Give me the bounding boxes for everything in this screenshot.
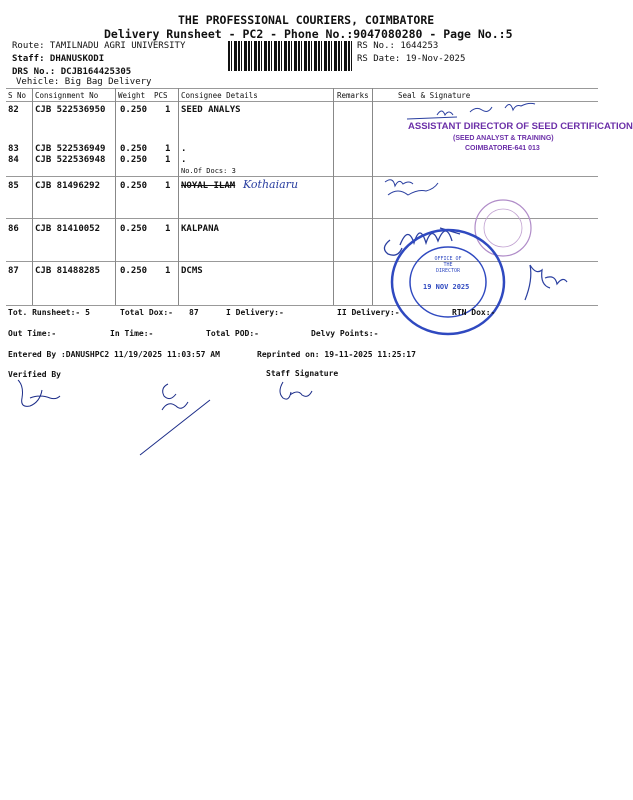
seal-text-title: ASSISTANT DIRECTOR OF SEED CERTIFICATION [408, 121, 633, 132]
col-sno: S No [8, 91, 27, 100]
weight: 0.250 [120, 105, 148, 115]
rs-date: RS Date: 19-Nov-2025 [357, 54, 466, 64]
total-dox-label: Total Dox:- [120, 308, 173, 317]
consignment-no: CJB 81496292 [35, 181, 101, 191]
delvy-points: Delvy Points:- [311, 329, 379, 338]
pcs: 1 [165, 155, 171, 165]
seal-text-sub: (SEED ANALYST & TRAINING) [453, 135, 554, 142]
vehicle: Vehicle: Big Bag Delivery [16, 77, 152, 87]
col-seal: Seal & Signature [398, 91, 471, 100]
tot-runsheet: Tot. Runsheet:- 5 [8, 308, 90, 317]
weight: 0.250 [120, 266, 148, 276]
pcs: 1 [165, 144, 171, 154]
pcs: 1 [165, 224, 171, 234]
reprinted-on: Reprinted on: 19-11-2025 11:25:17 [257, 350, 416, 359]
consignment-no: CJB 522536950 [35, 105, 106, 115]
company-name: THE PROFESSIONAL COURIERS, COIMBATORE [178, 13, 435, 27]
signature-row85 [385, 180, 438, 195]
sno: 87 [8, 266, 19, 276]
consignee: SEED ANALYS [181, 105, 241, 115]
docs-count: No.Of Docs: 3 [181, 167, 236, 175]
consignee: . [181, 144, 187, 154]
col-remarks: Remarks [337, 91, 369, 100]
pcs: 1 [165, 266, 171, 276]
ii-delivery: II Delivery:- [337, 308, 400, 317]
handwritten-note: Kothaiaru [243, 178, 299, 191]
sno: 85 [8, 181, 19, 191]
verifier-signatures [18, 380, 312, 455]
drs-number: DRS No.: DCJB164425305 [12, 67, 132, 77]
consignment-no: CJB 522536948 [35, 155, 106, 165]
weight: 0.250 [120, 155, 148, 165]
weight: 0.250 [120, 144, 148, 154]
weight: 0.250 [120, 181, 148, 191]
consignee: KALPANA [181, 224, 219, 234]
consignee: . [181, 155, 187, 165]
round-stamp-center: OFFICE OF THE DIRECTOR [434, 256, 462, 274]
col-consignee: Consignee Details [181, 91, 258, 100]
col-pcs: PCS [154, 91, 168, 100]
sno: 86 [8, 224, 19, 234]
signature-row87 [525, 265, 567, 300]
signature-row82 [407, 103, 535, 119]
consignment-no: CJB 522536949 [35, 144, 106, 154]
consignment-no: CJB 81488285 [35, 266, 101, 276]
entered-by: Entered By :DANUSHPC2 11/19/2025 11:03:57 AM [8, 350, 220, 359]
consignment-no: CJB 81410052 [35, 224, 101, 234]
sno: 82 [8, 105, 19, 115]
total-dox-value: 87 [189, 308, 199, 317]
round-stamp-purple [475, 200, 531, 256]
sno: 83 [8, 144, 19, 154]
col-weight: Weight [118, 91, 146, 100]
seal-text-city: COIMBATORE-641 013 [465, 145, 540, 152]
sno: 84 [8, 155, 19, 165]
round-stamp-blue [392, 230, 504, 334]
out-time: Out Time:- [8, 329, 57, 338]
staff-signature: Staff Signature [266, 369, 339, 378]
in-time: In Time:- [110, 329, 154, 338]
signature-row86 [384, 228, 460, 255]
i-delivery: I Delivery:- [226, 308, 284, 317]
staff: Staff: DHANUSKODI [12, 54, 105, 64]
col-consignment: Consignment No [35, 91, 99, 100]
consignee: NOYAL ILAM [181, 181, 236, 191]
verified-by: Verified By [8, 370, 61, 379]
rtn-dox: RTN Dox:- [452, 308, 496, 317]
total-pod: Total POD:- [206, 329, 259, 338]
rs-number: RS No.: 1644253 [357, 41, 439, 51]
pcs: 1 [165, 105, 171, 115]
weight: 0.250 [120, 224, 148, 234]
route: Route: TAMILNADU AGRI UNIVERSITY [12, 41, 186, 51]
consignee: DCMS [181, 266, 203, 276]
round-stamp-date: 19 NOV 2025 [423, 283, 470, 291]
pcs: 1 [165, 181, 171, 191]
runsheet-title: Delivery Runsheet - PC2 - Phone No.:9047080280 - Page No.:5 [104, 27, 513, 41]
